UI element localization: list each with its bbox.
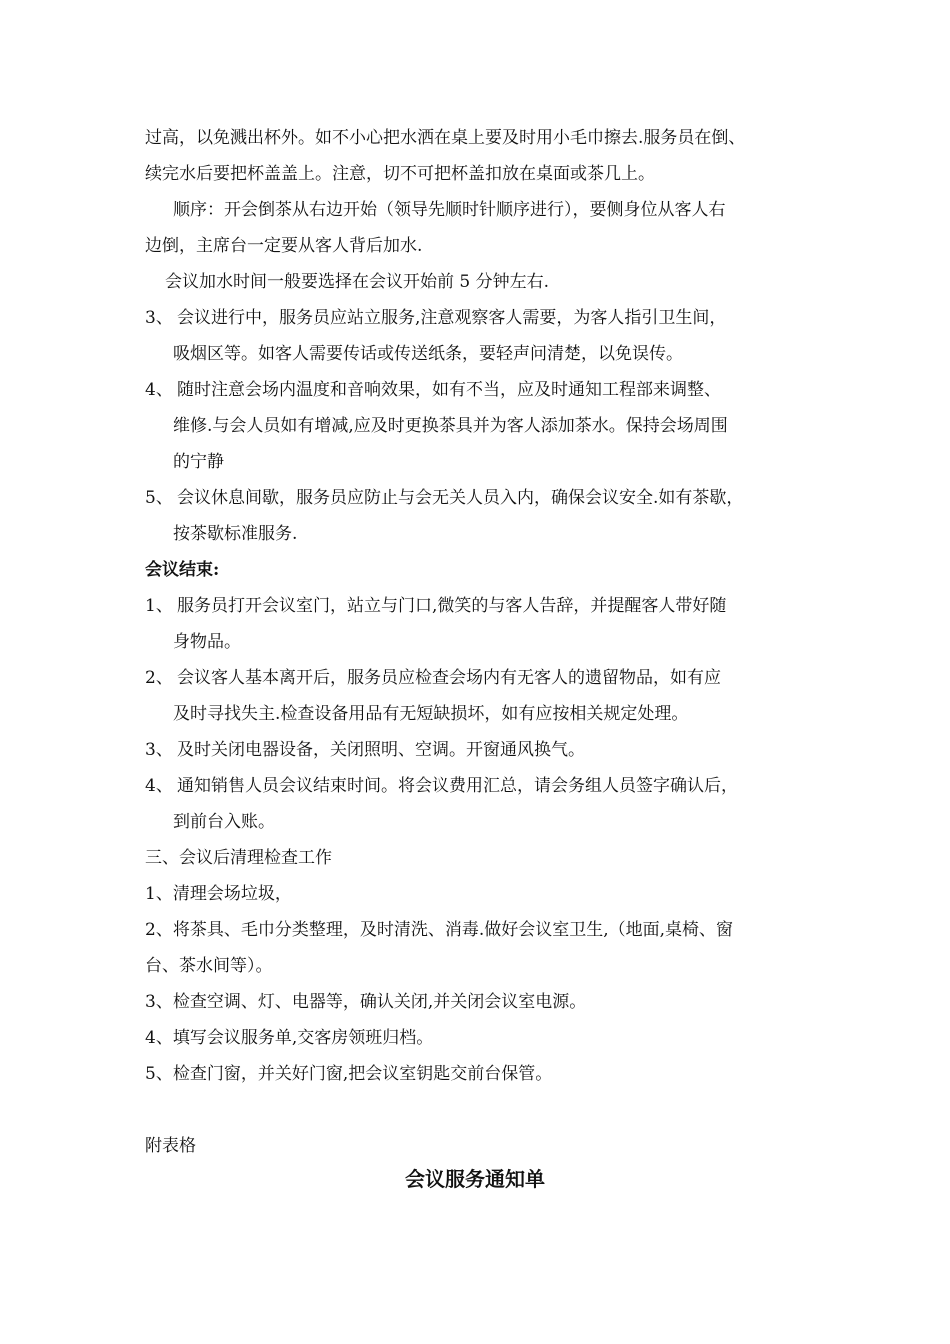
paragraph-line: 顺序：开会倒茶从右边开始（领导先顺时针顺序进行），要侧身位从客人右 bbox=[173, 200, 726, 220]
list-item: 3、检查空调、灯、电器等，确认关闭,并关闭会议室电源。 bbox=[145, 992, 587, 1012]
list-number: 2、 bbox=[145, 668, 173, 688]
list-item: 2、将茶具、毛巾分类整理，及时清洗、消毒.做好会议室卫生,（地面,桌椅、窗 bbox=[145, 920, 734, 940]
list-text: 会议进行中，服务员应站立服务,注意观察客人需要，为客人指引卫生间， bbox=[177, 308, 727, 328]
list-number: 4、 bbox=[145, 776, 173, 796]
list-text: 随时注意会场内温度和音响效果，如有不当，应及时通知工程部来调整、 bbox=[177, 380, 721, 400]
list-number: 1、 bbox=[145, 596, 173, 616]
list-number: 3、 bbox=[145, 308, 173, 328]
list-item bbox=[145, 667, 721, 689]
list-item bbox=[145, 487, 743, 509]
list-item bbox=[145, 379, 721, 401]
list-number: 3、 bbox=[145, 740, 173, 760]
list-number: 5、 bbox=[145, 488, 173, 508]
section-heading: 会议结束: bbox=[145, 560, 220, 580]
list-item-continuation: 吸烟区等。如客人需要传话或传送纸条，要轻声问清楚，以免误传。 bbox=[173, 344, 683, 364]
list-item bbox=[145, 595, 726, 617]
list-item bbox=[145, 775, 738, 797]
paragraph-line: 边倒，主席台一定要从客人背后加水. bbox=[145, 236, 423, 256]
list-item-continuation: 及时寻找失主.检查设备用品有无短缺损坏，如有应按相关规定处理。 bbox=[173, 704, 689, 724]
list-item-continuation: 的宁静 bbox=[173, 452, 224, 472]
list-item: 1、清理会场垃圾， bbox=[145, 884, 292, 904]
list-text: 服务员打开会议室门，站立与门口,微笑的与客人告辞，并提醒客人带好随 bbox=[177, 596, 727, 616]
list-item bbox=[145, 307, 726, 329]
list-number: 4、 bbox=[145, 380, 173, 400]
paragraph-line: 会议加水时间一般要选择在会议开始前 5 分钟左右. bbox=[165, 272, 550, 292]
paragraph-line: 续完水后要把杯盖盖上。注意，切不可把杯盖扣放在桌面或茶几上。 bbox=[145, 164, 655, 184]
list-text: 会议休息间歇，服务员应防止与会无关人员入内，确保会议安全.如有茶歇， bbox=[177, 488, 744, 508]
list-item: 5、检查门窗，并关好门窗,把会议室钥匙交前台保管。 bbox=[145, 1064, 553, 1084]
list-item-continuation: 维修.与会人员如有增减,应及时更换茶具并为客人添加茶水。保持会场周围 bbox=[173, 416, 728, 436]
paragraph-line: 过高，以免溅出杯外。如不小心把水洒在桌上要及时用小毛巾擦去.服务员在倒、 bbox=[145, 128, 746, 148]
list-item bbox=[145, 739, 585, 761]
section-heading: 三、会议后清理检查工作 bbox=[145, 848, 332, 868]
form-title: 会议服务通知单 bbox=[405, 1167, 545, 1191]
list-item: 4、填写会议服务单,交客房领班归档。 bbox=[145, 1028, 434, 1048]
list-item-continuation: 到前台入账。 bbox=[173, 812, 275, 832]
list-item-continuation: 按茶歇标准服务. bbox=[173, 524, 298, 544]
list-text: 会议客人基本离开后，服务员应检查会场内有无客人的遗留物品，如有应 bbox=[177, 668, 721, 688]
list-item-continuation: 台、茶水间等）。 bbox=[145, 956, 273, 976]
list-item-continuation: 身物品。 bbox=[173, 632, 241, 652]
appendix-label: 附表格 bbox=[145, 1136, 196, 1156]
list-text: 通知销售人员会议结束时间。将会议费用汇总，请会务组人员签字确认后， bbox=[177, 776, 738, 796]
list-text: 及时关闭电器设备，关闭照明、空调。开窗通风换气。 bbox=[177, 740, 585, 760]
